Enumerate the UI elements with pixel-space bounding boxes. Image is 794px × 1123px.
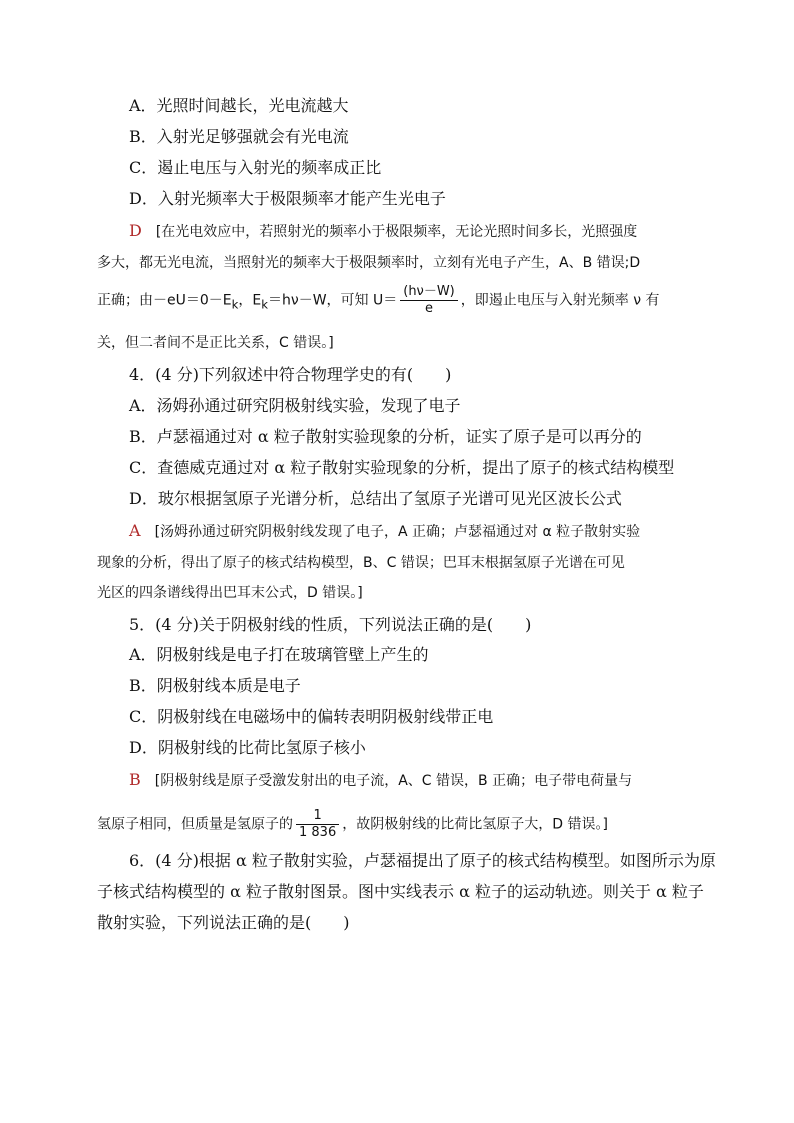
q3-sub-k-2: k xyxy=(261,297,269,312)
q6-stem-line-1: 6．(4 分)根据 α 粒子散射实验，卢瑟福提出了原子的核式结构模型。如图所示为原 xyxy=(129,851,716,870)
q3-explanation-text-1: [在光电效应中，若照射光的频率小于极限频率，无论光照时间多长，光照强度 xyxy=(155,224,638,240)
q5-stem: 5．(4 分)关于阴极射线的性质，下列说法正确的是( ) xyxy=(129,615,532,634)
q3-explanation-3b: ，E xyxy=(238,292,262,309)
q5-explanation-2b: ，故阴极射线的比荷比氢原子大，D 错误。] xyxy=(342,816,608,833)
q5-option-c: C．阴极射线在电磁场中的偏转表明阴极射线带正电 xyxy=(129,707,494,726)
q3-explanation-3c: ＝hν－W，可知 U＝ xyxy=(268,292,398,309)
q4-stem: 4．(4 分)下列叙述中符合物理学史的有( ) xyxy=(129,365,452,384)
q5-option-d: D．阴极射线的比荷比氢原子核小 xyxy=(129,738,366,757)
q5-option-a: A．阴极射线是电子打在玻璃管壁上产生的 xyxy=(129,645,429,664)
q5-option-b: B．阴极射线本质是电子 xyxy=(129,676,301,695)
q3-explanation-3a: 正确；由－eU＝0－E xyxy=(97,292,232,309)
q3-option-d: D．入射光频率大于极限频率才能产生光电子 xyxy=(129,189,446,208)
q6-stem-line-3: 散射实验，下列说法正确的是( ) xyxy=(97,913,350,932)
q5-fraction xyxy=(296,808,339,841)
q4-explanation-text-1: [汤姆孙通过研究阴极射线发现了电子，A 正确；卢瑟福通过对 α 粒子散射实验 xyxy=(154,524,641,540)
q3-option-c: C．遏止电压与入射光的频率成正比 xyxy=(129,158,382,177)
q3-fraction-numerator: (hν－W) xyxy=(400,284,458,301)
q6-stem-line-2: 子核式结构模型的 α 粒子散射图景。图中实线表示 α 粒子的运动轨迹。则关于 α 粒子 xyxy=(97,882,704,901)
q5-explanation-line-2 xyxy=(97,808,608,841)
q5-fraction-numerator: 1 xyxy=(296,808,339,825)
q4-explanation-line-1 xyxy=(129,521,640,542)
q5-answer-letter: B xyxy=(129,770,141,789)
q4-option-a: A．汤姆孙通过研究阴极射线实验，发现了电子 xyxy=(129,396,461,415)
q5-fraction-denominator: 1 836 xyxy=(299,825,337,840)
q3-explanation-3d: ，即遏止电压与入射光频率 ν 有 xyxy=(460,292,660,309)
q5-explanation-2a: 氢原子相同，但质量是氢原子的 xyxy=(97,816,293,833)
q3-answer-letter: D xyxy=(129,221,142,240)
q3-fraction xyxy=(400,284,458,317)
q4-option-d: D．玻尔根据氢原子光谱分析，总结出了氢原子光谱可见光区波长公式 xyxy=(129,489,622,508)
q5-explanation-line-1 xyxy=(129,770,632,791)
q5-explanation-text-1: [阴极射线是原子受激发射出的电子流，A、C 错误，B 正确；电子带电荷量与 xyxy=(154,773,633,789)
q3-option-a: A．光照时间越长，光电流越大 xyxy=(129,96,349,115)
q3-explanation-line-4: 关，但二者间不是正比关系，C 错误。] xyxy=(97,335,334,351)
q3-explanation-line-2: 多大，都无光电流，当照射光的频率大于极限频率时，立刻有光电子产生，A、B 错误;D xyxy=(97,255,641,271)
q4-explanation-line-3: 光区的四条谱线得出巴耳末公式，D 错误。] xyxy=(97,585,363,601)
q3-explanation-line-3 xyxy=(97,284,659,317)
q3-fraction-denominator: e xyxy=(425,301,433,316)
q3-explanation-line-1 xyxy=(129,221,637,242)
q3-option-b: B．入射光足够强就会有光电流 xyxy=(129,127,349,146)
q4-answer-letter: A xyxy=(129,521,141,540)
q4-option-b: B．卢瑟福通过对 α 粒子散射实验现象的分析，证实了原子是可以再分的 xyxy=(129,427,642,446)
q4-option-c: C．查德威克通过对 α 粒子散射实验现象的分析，提出了原子的核式结构模型 xyxy=(129,458,675,477)
q3-sub-k-1: k xyxy=(231,297,239,312)
q4-explanation-line-2: 现象的分析，得出了原子的核式结构模型，B、C 错误；巴耳末根据氢原子光谱在可见 xyxy=(97,555,625,571)
